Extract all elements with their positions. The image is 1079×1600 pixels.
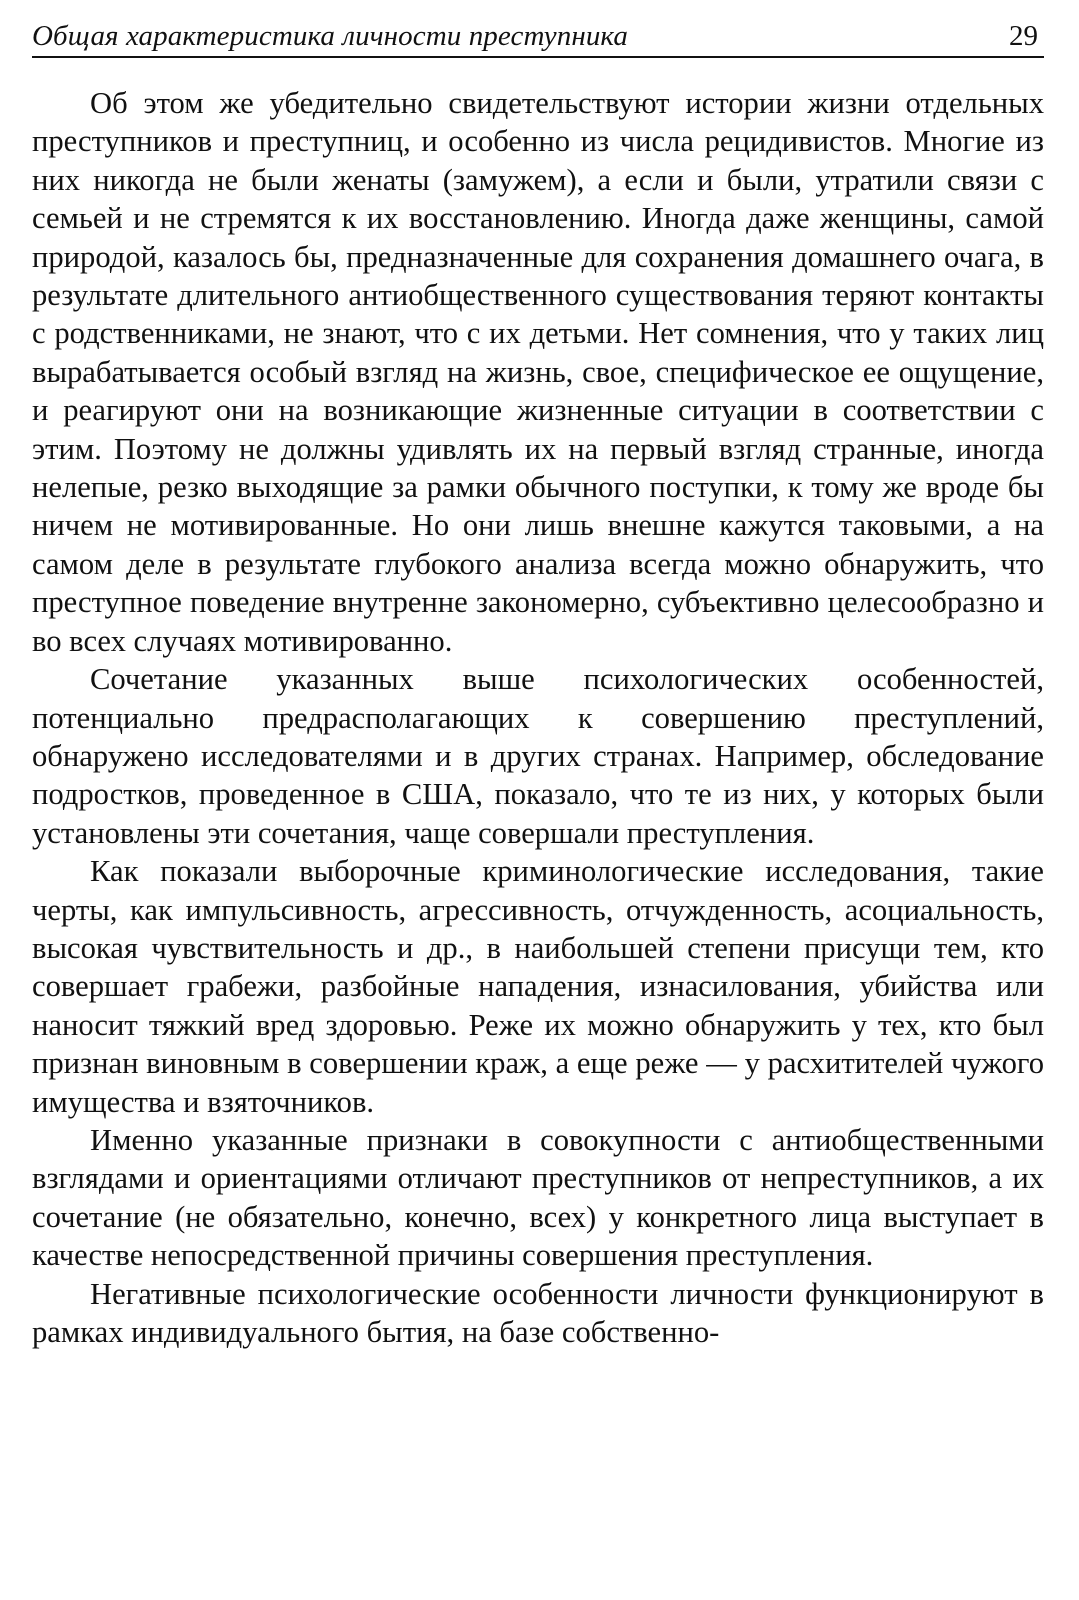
paragraph-4: Именно указанные признаки в совокупности с антиобщественными взглядами и ориентациями отличают преступников от непреступников, а их сочетание (не обязательно, конечно, всех) у конкретного лица выступает в качестве непосредственной причины совершения преступления. [32,1122,1044,1273]
paragraph-3: Как показали выборочные криминологические исследования, такие черты, как импульсивность, агрессивность, отчужденность, асоциальность, высокая чувствительность и др., в наибольшей степени присущи тем, кто совершает грабежи, разбойные нападения, изнасилования, убийства или наносит тяжкий вред здоровью. Реже их можно обнаружить у тех, кто был признан виновным в совершении краж, а еще реже — у расхитителей чужого имущества и взяточников. [32,854,1044,1119]
book-page [32,20,1044,1351]
paragraph-1: Об этом же убедительно свидетельствуют истории жизни отдельных преступников и преступниц, и особенно из числа рецидивистов. Многие из них никогда не были женаты (замужем), а если и были, утратили связи с семьей и не стремятся к их восстановлению. Иногда даже женщины, самой природой, казалось бы, предназначенные для сохранения домашнего очага, в результате длительного антиобщественного существования теряют контакты с родственниками, не знают, что с их детьми. Нет сомнения, что у таких лиц вырабатывается особый взгляд на жизнь, свое, специфическое ее ощущение, и реагируют они на возникающие жизненные ситуации в соответствии с этим. Поэтому не должны удивлять их на первый взгляд странные, иногда нелепые, резко выходящие за рамки обычного поступки, к тому же вроде бы ничем не мотивированные. Но они лишь внешне кажутся таковыми, а на самом деле в результате глубокого анализа всегда можно обнаружить, что преступное поведение внутренне закономерно, субъективно целесообразно и во всех случаях мотивированно. [32,86,1044,658]
paragraph-5: Негативные психологические особенности личности функционируют в рамках индивидуального бытия, на базе собственно- [32,1276,1044,1349]
body-text [32,84,1044,1351]
running-header [32,20,1044,58]
page-number: 29 [1009,20,1038,52]
running-title: Общая характеристика личности преступника [32,20,628,52]
paragraph-2: Сочетание указанных выше психологических особенностей, потенциально предрасполагающих к совершению преступлений, обнаружено исследователями и в других странах. Например, обследование подростков, проведенное в США, показало, что те из них, у которых были установлены эти сочетания, чаще совершали преступления. [32,662,1044,850]
